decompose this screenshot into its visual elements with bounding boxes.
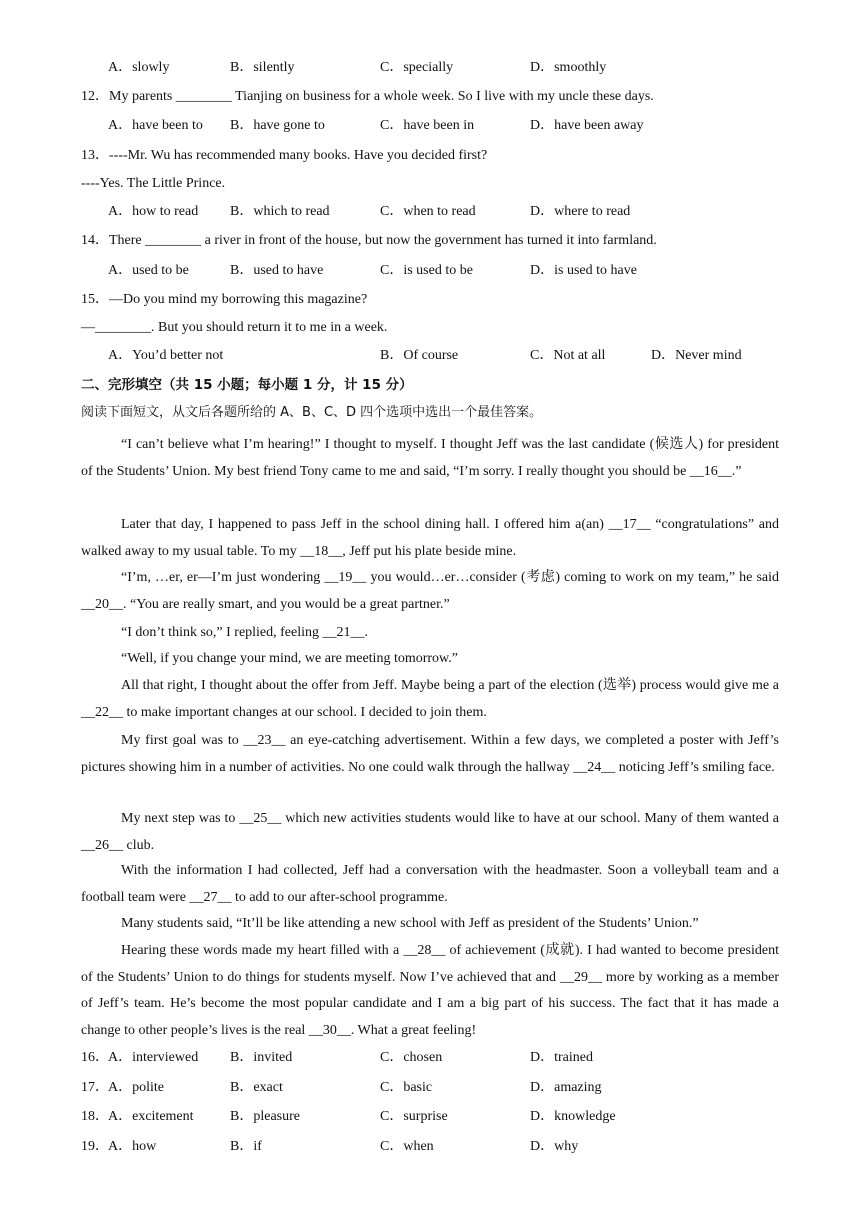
option-b: B．used to have bbox=[230, 263, 324, 278]
q15-options bbox=[108, 346, 828, 366]
passage-paragraph: Later that day, I happened to pass Jeff in the school dining hall. I offered him a(an) __17__ “congratulations” and walked away to my usual table. To my __18__, Jeff put his plate beside mine. bbox=[81, 517, 779, 559]
answer-row bbox=[81, 1078, 801, 1098]
answer-row bbox=[81, 1137, 801, 1157]
q13-reply: ----Yes. The Little Prince. bbox=[81, 176, 226, 191]
passage-paragraph: “Well, if you change your mind, we are meeting tomorrow.” bbox=[121, 651, 458, 666]
passage-paragraph: Many students said, “It’ll be like attending a new school with Jeff as president of the Students’ Union.” bbox=[121, 916, 699, 931]
option-c: C．when bbox=[380, 1139, 434, 1154]
question-number: 19． bbox=[81, 1139, 109, 1154]
q13-stem: 13．----Mr. Wu has recommended many books. Have you decided first? bbox=[81, 148, 488, 163]
passage-paragraph: My first goal was to __23__ an eye-catching advertisement. Within a few days, we completed a poster with Jeff’s pictures showing him in a number of activities. No one could walk through the hallway __24__ noticing Jeff’s smiling face. bbox=[81, 733, 779, 775]
option-a: A．You’d better not bbox=[108, 348, 224, 363]
option-a: A．slowly bbox=[108, 60, 170, 75]
option-a: A．excitement bbox=[108, 1109, 194, 1124]
option-b: B．have gone to bbox=[230, 118, 325, 133]
option-b: B．invited bbox=[230, 1050, 293, 1065]
passage-paragraph: “I can’t believe what I’m hearing!” I thought to myself. I thought Jeff was the last candidate (候选人) for president of the Students’ Union. My best friend Tony came to me and said, “I’m sorry. I really thought you should be __16__.” bbox=[81, 437, 779, 479]
option-c: C．basic bbox=[380, 1080, 433, 1095]
q13-options bbox=[108, 202, 828, 222]
option-d: D．amazing bbox=[530, 1080, 602, 1095]
passage-paragraph: All that right, I thought about the offer from Jeff. Maybe being a part of the election (选举) process would give me a __22__ to make important changes at our school. I decided to join them. bbox=[81, 678, 779, 720]
q12-options bbox=[108, 116, 828, 136]
option-c: C．Not at all bbox=[530, 348, 606, 363]
option-a: A．used to be bbox=[108, 263, 189, 278]
option-d: D．is used to have bbox=[530, 263, 637, 278]
option-b: B．pleasure bbox=[230, 1109, 300, 1124]
option-d: D．where to read bbox=[530, 204, 631, 219]
option-c: C．have been in bbox=[380, 118, 475, 133]
section-instruction: 阅读下面短文，从文后各题所给的 A、B、C、D 四个选项中选出一个最佳答案。 bbox=[81, 405, 543, 420]
option-b: B．Of course bbox=[380, 348, 459, 363]
section-title: 二、完形填空（共 15 小题；每小题 1 分，计 15 分） bbox=[81, 377, 413, 393]
passage-paragraph: My next step was to __25__ which new activities students would like to have at our school. Many of them wanted a __26__ club. bbox=[81, 811, 779, 853]
option-d: D．smoothly bbox=[530, 60, 607, 75]
option-b: B．if bbox=[230, 1139, 262, 1154]
option-a: A．interviewed bbox=[108, 1050, 199, 1065]
option-a: A．polite bbox=[108, 1080, 164, 1095]
option-d: D．Never mind bbox=[651, 348, 742, 363]
question-number: 18． bbox=[81, 1109, 109, 1124]
question-number: 17． bbox=[81, 1080, 109, 1095]
option-a: A．how to read bbox=[108, 204, 199, 219]
option-c: C．surprise bbox=[380, 1109, 448, 1124]
passage-paragraph: “I don’t think so,” I replied, feeling __21__. bbox=[121, 625, 369, 640]
option-b: B．which to read bbox=[230, 204, 330, 219]
answer-row bbox=[81, 1048, 801, 1068]
q14-stem: 14．There ________ a river in front of the house, but now the government has turned it into farmland. bbox=[81, 233, 657, 248]
option-b: B．exact bbox=[230, 1080, 283, 1095]
q15-stem: 15．—Do you mind my borrowing this magazine? bbox=[81, 292, 368, 307]
question-number: 16． bbox=[81, 1050, 109, 1065]
q12-stem: 12．My parents ________ Tianjing on business for a whole week. So I live with my uncle these days. bbox=[81, 89, 654, 104]
option-d: D．why bbox=[530, 1139, 579, 1154]
option-b: B．silently bbox=[230, 60, 295, 75]
option-c: C．chosen bbox=[380, 1050, 443, 1065]
passage-paragraph: “I’m, …er, er—I’m just wondering __19__ you would…er…consider (考虑) coming to work on my team,” he said __20__. “You are really smart, and you would be a great partner.” bbox=[81, 570, 779, 612]
passage-paragraph: Hearing these words made my heart filled with a __28__ of achievement (成就). I had wanted to become president of the Students’ Union to do things for students myself. Now I’ve achieved that and __29__ more by working as a member of Jeff’s team. He’s become the most popular candidate and I am a big part of his success. The fact that it has made a change to other people’s lives is the real __30__. What a great feeling! bbox=[81, 943, 779, 1038]
q15-reply: —________. But you should return it to me in a week. bbox=[81, 320, 388, 335]
option-a: A．have been to bbox=[108, 118, 203, 133]
q11-options bbox=[108, 58, 828, 78]
q14-options bbox=[108, 261, 828, 281]
answer-row bbox=[81, 1107, 801, 1127]
option-c: C．specially bbox=[380, 60, 454, 75]
option-d: D．trained bbox=[530, 1050, 593, 1065]
option-d: D．have been away bbox=[530, 118, 644, 133]
option-c: C．is used to be bbox=[380, 263, 473, 278]
option-c: C．when to read bbox=[380, 204, 476, 219]
option-a: A．how bbox=[108, 1139, 157, 1154]
option-d: D．knowledge bbox=[530, 1109, 616, 1124]
passage-paragraph: With the information I had collected, Jeff had a conversation with the headmaster. Soon a volleyball team and a football team were __27__ to add to our after-school programme. bbox=[81, 863, 779, 905]
